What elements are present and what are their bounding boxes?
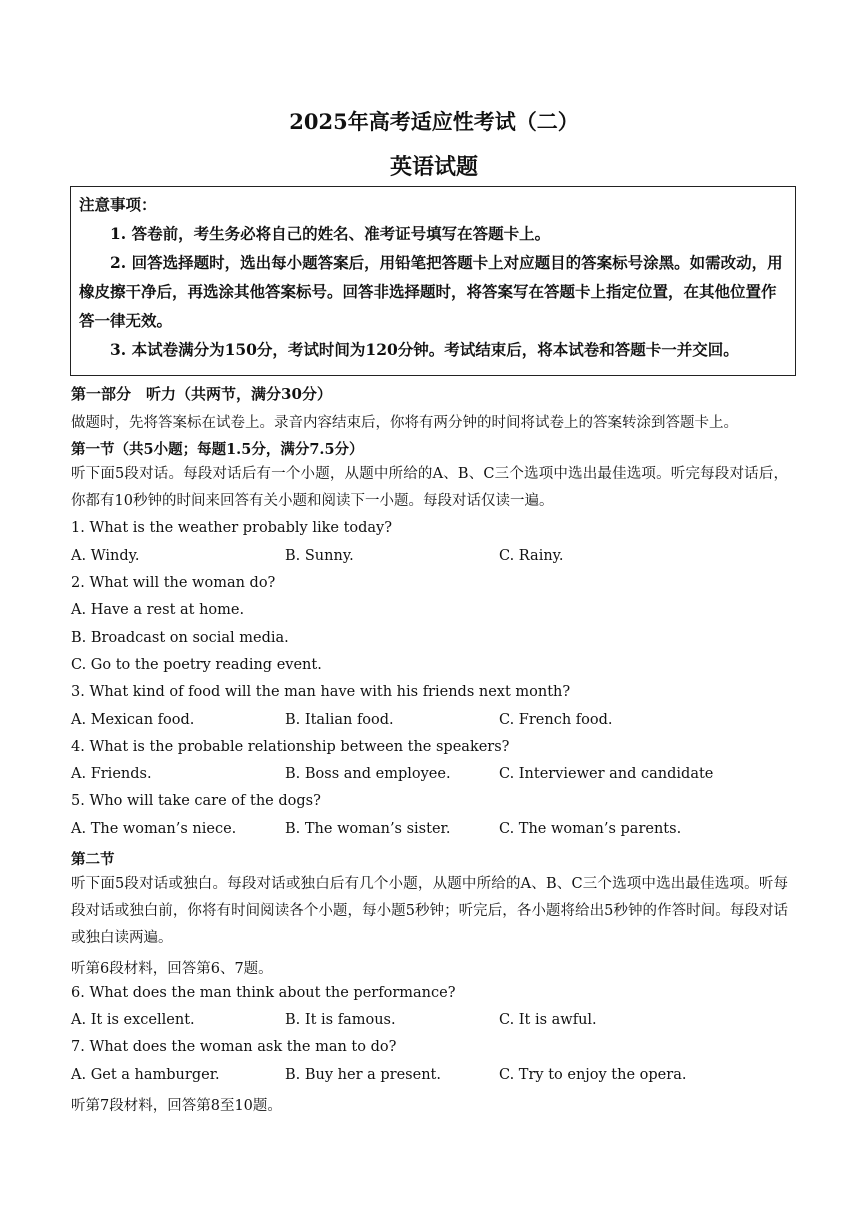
question-1-option-b: B. Sunny. [285, 548, 354, 564]
question-5-option-b: B. The woman’s sister. [285, 821, 451, 837]
question-4-option-b: B. Boss and employee. [285, 766, 451, 782]
question-6-option-c: C. It is awful. [499, 1012, 597, 1028]
question-5-option-c: C. The woman’s parents. [499, 821, 682, 837]
notice-item-2: 2. 回答选择题时，选出每小题答案后，用铅笔把答题卡上对应题目的答案标号涂黑。如需改动，用橡皮擦干净后，再选涂其他答案标号。回答非选择题时，将答案写在答题卡上指定位置，在其他位置作答一律无效。 [79, 253, 783, 330]
question-1-stem: 1. What is the weather probably like today? [71, 520, 393, 536]
question-2-option-c: C. Go to the poetry reading event. [71, 657, 322, 673]
question-7-option-c: C. Try to enjoy the opera. [499, 1067, 687, 1083]
section2-instructions: 听下面5段对话或独白。每段对话或独白后有几个小题，从题中所给的A、B、C三个选项中选出最佳选项。听每段对话或独白前，你将有时间阅读各个小题，每小题5秒钟；听完后，各小题将给出5秒钟的作答时间。每段对话或独白读两遍。 [71, 876, 788, 946]
material-7-label: 听第7段材料，回答第8至10题。 [71, 1098, 282, 1114]
section1-instructions: 听下面5段对话。每段对话后有一个小题，从题中所给的A、B、C三个选项中选出最佳选项。听完每段对话后，你都有10秒钟的时间来回答有关小题和阅读下一小题。每段对话仅读一遍。 [71, 466, 788, 509]
exam-subtitle: 英语试题 [389, 154, 478, 180]
question-7-option-a: A. Get a hamburger. [71, 1067, 220, 1083]
notice-item-1: 1. 答卷前，考生务必将自己的姓名、准考证号填写在答题卡上。 [110, 224, 551, 243]
part1-heading: 第一部分 听力（共两节，满分30分） [71, 385, 332, 403]
section2-heading: 第二节 [71, 851, 115, 868]
question-4-stem: 4. What is the probable relationship between the speakers? [71, 739, 510, 755]
question-3-stem: 3. What kind of food will the man have with his friends next month? [71, 684, 571, 700]
section1-heading: 第一节（共5小题；每题1.5分，满分7.5分） [71, 441, 364, 458]
exam-title: 2025年高考适应性考试（二） [289, 109, 579, 134]
question-6-option-a: A. It is excellent. [71, 1012, 195, 1028]
notice-heading: 注意事项： [79, 195, 157, 214]
question-7-option-b: B. Buy her a present. [285, 1067, 441, 1083]
question-2-option-b: B. Broadcast on social media. [71, 630, 289, 646]
question-5-option-a: A. The woman’s niece. [71, 821, 237, 837]
question-1-option-a: A. Windy. [71, 548, 140, 564]
question-1-option-c: C. Rainy. [499, 548, 564, 564]
question-5-stem: 5. Who will take care of the dogs? [71, 793, 321, 809]
question-7-stem: 7. What does the woman ask the man to do? [71, 1039, 397, 1055]
question-3-option-a: A. Mexican food. [71, 712, 195, 728]
question-6-option-b: B. It is famous. [285, 1012, 396, 1028]
notice-box [70, 186, 796, 376]
material-6-label: 听第6段材料，回答第6、7题。 [71, 961, 273, 977]
question-3-option-c: C. French food. [499, 712, 613, 728]
question-2-option-a: A. Have a rest at home. [71, 602, 245, 618]
question-2-stem: 2. What will the woman do? [71, 575, 276, 591]
question-6-stem: 6. What does the man think about the performance? [71, 985, 456, 1001]
question-4-option-c: C. Interviewer and candidate [499, 766, 714, 782]
question-4-option-a: A. Friends. [71, 766, 152, 782]
part1-intro: 做题时，先将答案标在试卷上。录音内容结束后，你将有两分钟的时间将试卷上的答案转涂到答题卡上。 [71, 415, 738, 431]
question-3-option-b: B. Italian food. [285, 712, 394, 728]
notice-item-3: 3. 本试卷满分为150分，考试时间为120分钟。考试结束后，将本试卷和答题卡一并交回。 [110, 340, 739, 359]
